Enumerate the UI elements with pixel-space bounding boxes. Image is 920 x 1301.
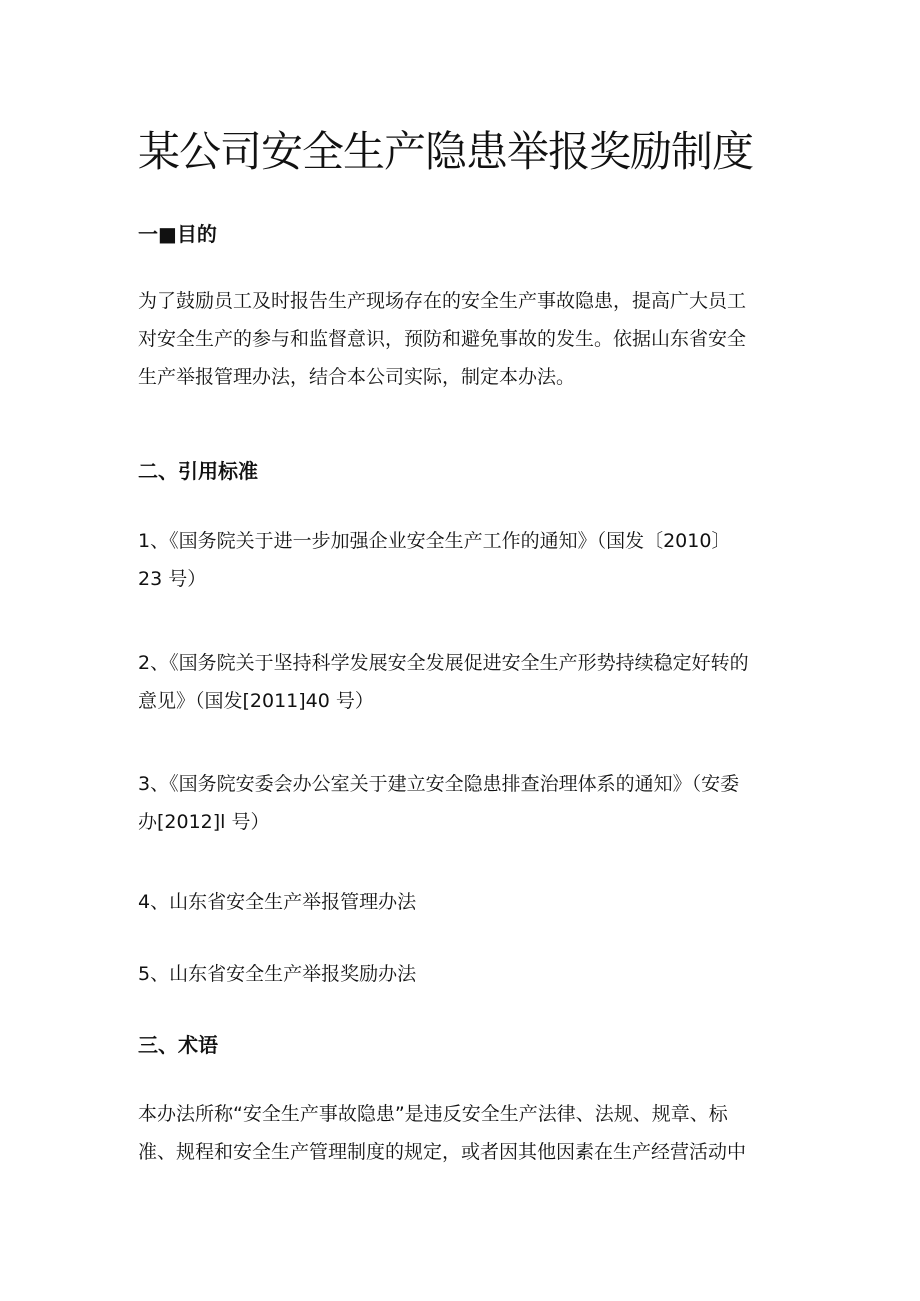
paragraph-line: 对安全生产的参与和监督意识，预防和避免事故的发生。依据山东省安全 (138, 328, 747, 350)
reference-line: 意见》（国发[2011]40 号） (138, 690, 374, 712)
paragraph-line: 本办法所称“安全生产事故隐患”是违反安全生产法律、法规、规章、标 (138, 1103, 728, 1125)
reference-item-4 (138, 883, 786, 921)
reference-line: 4、山东省安全生产举报管理办法 (138, 891, 417, 913)
document-title: 某公司安全生产隐患举报奖励制度 (138, 127, 754, 176)
paragraph-line: 生产举报管理办法，结合本公司实际，制定本办法。 (138, 366, 576, 388)
purpose-paragraph (138, 282, 786, 396)
reference-line: 办[2012]l 号） (138, 811, 270, 833)
reference-item-5 (138, 955, 786, 993)
reference-item-1 (138, 522, 786, 598)
reference-line: 5、山东省安全生产举报奖励办法 (138, 963, 417, 985)
reference-line: 2、《国务院关于坚持科学发展安全发展促进安全生产形势持续稳定好转的 (138, 652, 749, 674)
reference-item-3 (138, 765, 786, 841)
reference-line: 23 号） (138, 568, 207, 590)
paragraph-line: 为了鼓励员工及时报告生产现场存在的安全生产事故隐患，提高广大员工 (138, 290, 747, 312)
paragraph-line: 准、规程和安全生产管理制度的规定，或者因其他因素在生产经营活动中 (138, 1141, 747, 1163)
section-heading-terms: 三、术语 (138, 1033, 218, 1057)
reference-line: 3、《国务院安委会办公室关于建立安全隐患排查治理体系的通知》（安委 (138, 773, 740, 795)
reference-item-2 (138, 644, 786, 720)
section-heading-purpose: 一■目的 (138, 222, 217, 246)
terms-paragraph (138, 1095, 786, 1171)
section-heading-references: 二、引用标准 (138, 459, 258, 483)
reference-line: 1、《国务院关于进一步加强企业安全生产工作的通知》（国发〔2010〕 (138, 530, 731, 552)
